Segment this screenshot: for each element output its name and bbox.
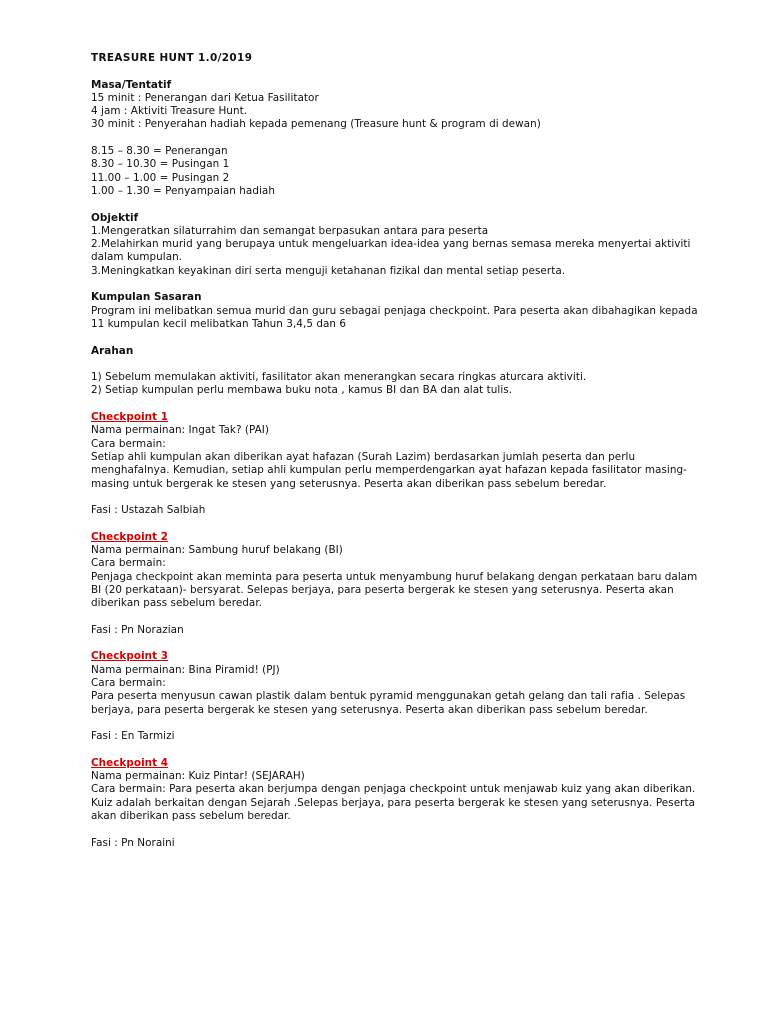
kumpulan-text: Program ini melibatkan semua murid dan guru sebagai penjaga checkpoint. Para peserta akan dibahagikan kepada 11 kumpulan kecil melibatkan Tahun 3,4,5 dan 6 [91, 304, 698, 330]
arahan-item: 2) Setiap kumpulan perlu membawa buku nota , kamus BI dan BA dan alat tulis. [91, 384, 513, 397]
objektif-heading: Objektif [91, 211, 139, 224]
checkpoint-cara-text: Setiap ahli kumpulan akan diberikan ayat hafazan (Surah Lazim) berdasarkan jumlah peserta dan perlu menghafalnya. Kemudian, setiap ahli kumpulan perlu memperdengarkan ayat hafazan kepada fasilitator masing-masing untuk bergerak ke stesen yang seterusnya. Peserta akan diberikan pass sebelum beredar. [91, 450, 687, 490]
checkpoint-cara-text: Cara bermain: Para peserta akan berjumpa dengan penjaga checkpoint untuk menjawab kuiz yang akan diberikan. Kuiz adalah berkaitan dengan Sejarah .Selepas berjaya, para peserta bergerak ke stesen yang seterusnya. Peserta akan diberikan pass sebelum beredar. [91, 783, 696, 822]
arahan-heading: Arahan [91, 344, 134, 357]
objektif-item: 2.Melahirkan murid yang berupaya untuk mengeluarkan idea-idea yang bernas semasa mereka menyertai aktiviti dalam kumpulan. [91, 238, 691, 264]
checkpoint-game-name: Nama permainan: Sambung huruf belakang (BI) [91, 543, 343, 556]
checkpoint-4-section [91, 757, 708, 850]
masa-heading: Masa/Tentatif [91, 78, 172, 91]
checkpoint-fasi: Fasi : Ustazah Salbiah [91, 504, 206, 517]
masa-line: 15 minit : Penerangan dari Ketua Fasilitator [91, 91, 319, 104]
checkpoint-1-section [91, 411, 708, 517]
checkpoint-game-name: Nama permainan: Ingat Tak? (PAI) [91, 424, 270, 437]
arahan-section [91, 345, 708, 398]
checkpoint-game-name: Nama permainan: Bina Piramid! (PJ) [91, 663, 280, 676]
checkpoint-cara-text: Penjaga checkpoint akan meminta para peserta untuk menyambung huruf belakang dengan perkataan baru dalam BI (20 perkataan)- bersyarat. Selepas berjaya, para peserta bergerak ke stesen yang seterusnya. Peserta akan diberikan pass sebelum beredar. [91, 570, 698, 610]
schedule-line: 11.00 – 1.00 = Pusingan 2 [91, 171, 230, 184]
schedule-line: 8.15 – 8.30 = Penerangan [91, 145, 228, 158]
checkpoint-3-section [91, 650, 708, 743]
checkpoint-cara-label: Cara bermain: [91, 676, 166, 689]
objektif-section [91, 212, 708, 278]
kumpulan-heading: Kumpulan Sasaran [91, 291, 202, 304]
schedule-line: 1.00 – 1.30 = Penyampaian hadiah [91, 184, 275, 197]
kumpulan-section [91, 291, 708, 331]
checkpoint-heading: Checkpoint 3 [91, 650, 169, 663]
checkpoint-cara-text: Para peserta menyusun cawan plastik dalam bentuk pyramid menggunakan getah gelang dan tali rafia . Selepas berjaya, para peserta bergerak ke stesen yang seterusnya. Peserta akan diberikan pass sebelum beredar. [91, 690, 686, 716]
checkpoint-cara-label: Cara bermain: [91, 437, 166, 450]
masa-line: 4 jam : Aktiviti Treasure Hunt. [91, 105, 248, 118]
masa-section [91, 79, 708, 199]
masa-line: 30 minit : Penyerahan hadiah kepada pemenang (Treasure hunt & program di dewan) [91, 118, 541, 131]
objektif-item: 3.Meningkatkan keyakinan diri serta menguji ketahanan fizikal dan mental setiap peserta. [91, 264, 566, 277]
checkpoint-game-name: Nama permainan: Kuiz Pintar! (SEJARAH) [91, 770, 305, 783]
checkpoint-fasi: Fasi : En Tarmizi [91, 730, 175, 743]
checkpoint-heading: Checkpoint 2 [91, 530, 169, 543]
checkpoint-2-section [91, 531, 708, 637]
checkpoint-heading: Checkpoint 1 [91, 411, 169, 424]
schedule-line: 8.30 – 10.30 = Pusingan 1 [91, 158, 230, 171]
checkpoint-cara-label: Cara bermain: [91, 557, 166, 570]
objektif-item: 1.Mengeratkan silaturrahim dan semangat berpasukan antara para peserta [91, 224, 489, 237]
document-title: TREASURE HUNT 1.0/2019 [91, 52, 253, 64]
checkpoint-heading: Checkpoint 4 [91, 756, 169, 769]
arahan-item: 1) Sebelum memulakan aktiviti, fasilitator akan menerangkan secara ringkas aturcara aktiviti. [91, 371, 587, 384]
checkpoint-fasi: Fasi : Pn Norazian [91, 623, 184, 636]
checkpoint-fasi: Fasi : Pn Noraini [91, 836, 175, 849]
